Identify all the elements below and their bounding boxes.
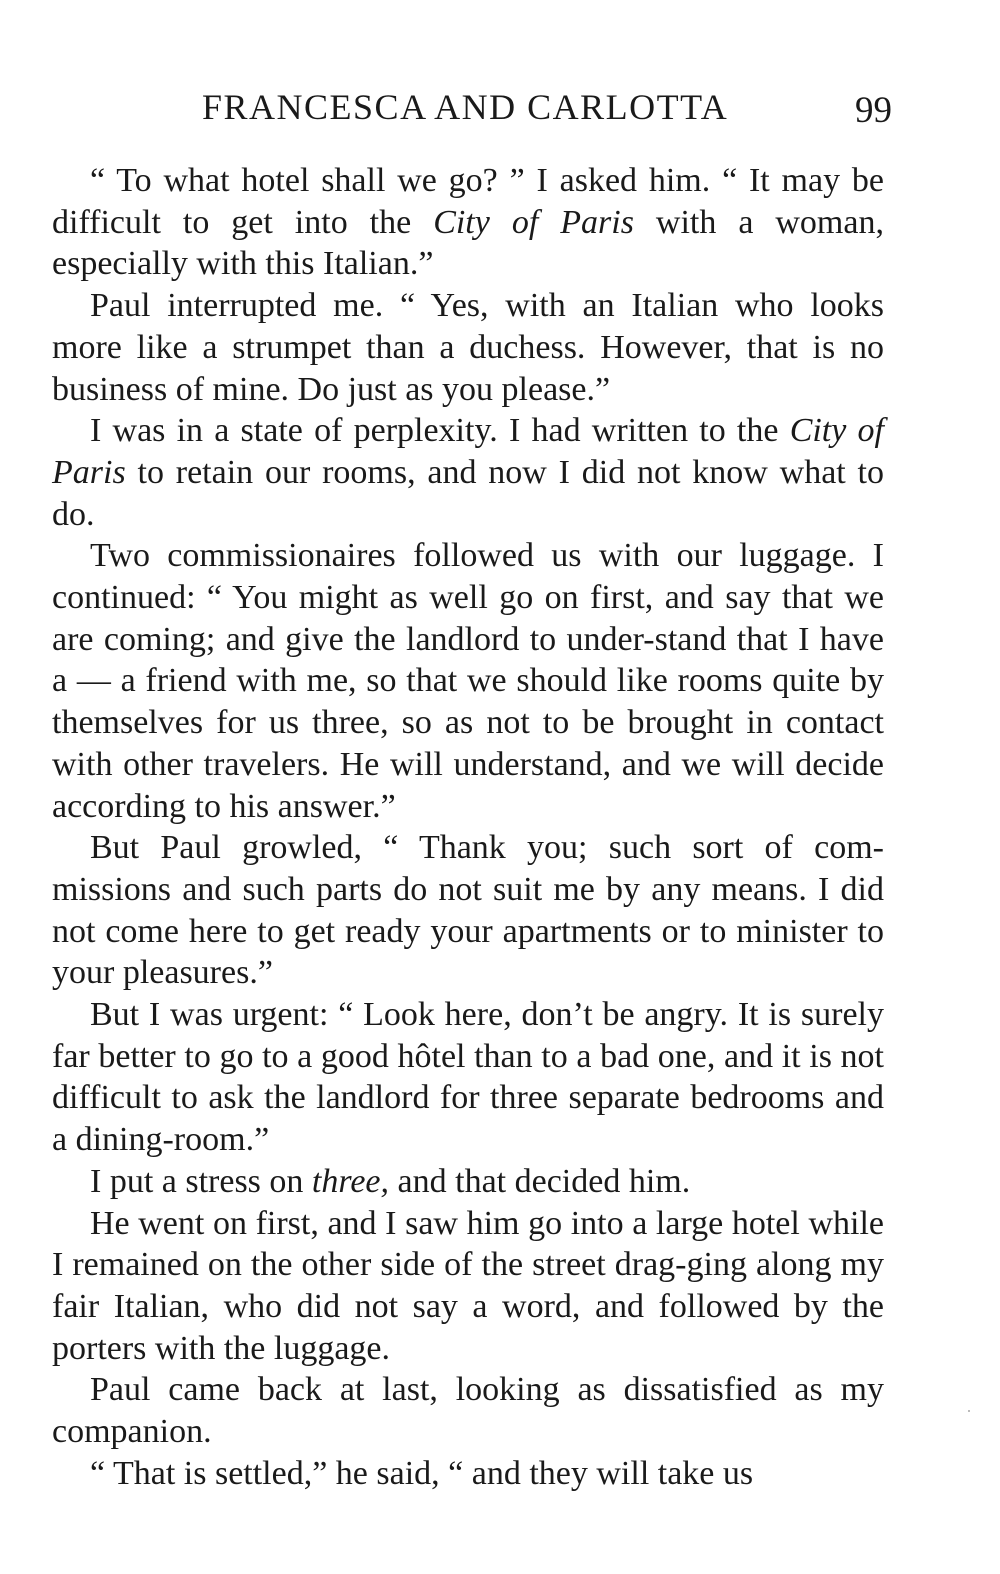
running-title: FRANCESCA AND CARLOTTA [202, 87, 729, 127]
paragraph-1-text-b: with a woman, especially with this Italian.” [52, 203, 884, 283]
paragraph-1 [52, 160, 884, 285]
paragraph-2: Paul interrupted me. “ Yes, with an Italian who looks more like a strumpet than a duchess. However, that is no business of mine. Do just as you please.” [52, 287, 884, 408]
paragraph-6: But I was urgent: “ Look here, don’t be angry. It is surely far better to go to a good hôtel than to a bad one, and it is not difficult to ask the landlord for three separate bedrooms and a dining-room.” [52, 996, 884, 1159]
paragraph-9: Paul came back at last, looking as dissatisfied as my companion. [52, 1371, 884, 1451]
scan-speck [968, 1410, 970, 1412]
paragraph-4: Two commissionaires followed us with our luggage. I continued: “ You might as well go on first, and say that we are coming; and give the landlord to under-stand that I have a — a friend with me, so that we should like rooms quite by themselves for us three, so as not to be brought in contact with other travelers. He will understand, and we will decide according to his answer.” [52, 537, 884, 825]
paragraph-7-text-b: and that decided him. [389, 1162, 691, 1200]
paragraph-10: “ That is settled,” he said, “ and they will take us [90, 1454, 754, 1492]
page-header [52, 82, 892, 132]
paragraph-3 [52, 410, 884, 535]
paragraph-5: But Paul growled, “ Thank you; such sort of com-missions and such parts do not suit me by any means. I did not come here to get ready your apartments or to minister to your pleasures.” [52, 829, 884, 992]
page-number: 99 [855, 90, 892, 131]
paragraph-7-text-a: I put a stress on [90, 1162, 312, 1200]
paragraph-8: He went on first, and I saw him go into a large hotel while I remained on the other side of the street drag-ging along my fair Italian, who did not say a word, and followed by the porters with the luggage. [52, 1204, 884, 1367]
paragraph-7-italic: three, [311, 1162, 390, 1200]
paragraph-3-italic: City of Paris [52, 412, 885, 491]
paragraph-1-italic: City of Paris [433, 203, 634, 241]
paragraph-1-text-a: “ To what hotel shall we go? ” I asked him. “ It may be difficult to get into the [52, 162, 884, 241]
paragraph-3-text-a: I was in a state of perplexity. I had written to the [90, 412, 790, 450]
body-text [52, 160, 884, 1495]
paragraph-3-text-b: to retain our rooms, and now I did not know what to do. [52, 453, 884, 533]
paragraph-7 [52, 1161, 884, 1203]
